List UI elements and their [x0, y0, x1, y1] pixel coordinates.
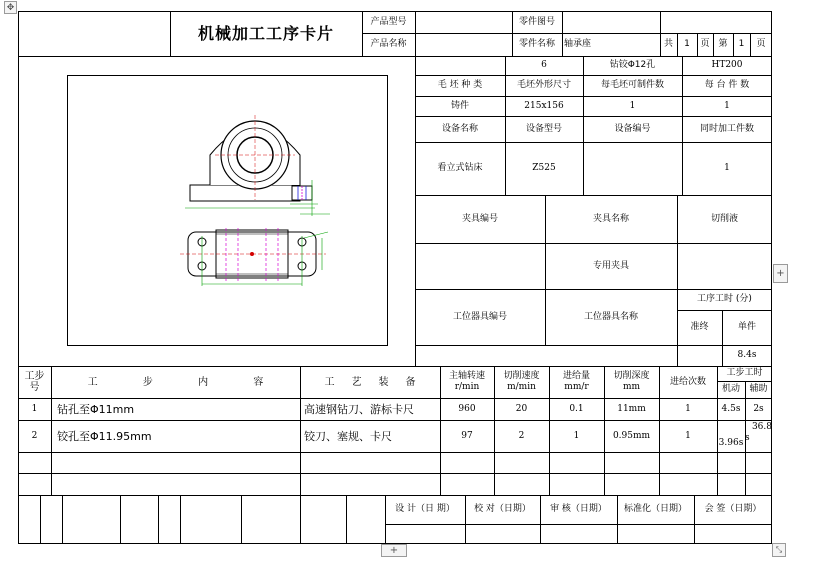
aux-time-header: 辅助	[749, 384, 768, 394]
step-2-aux-time: 36.8 s	[745, 422, 772, 443]
page-no-label: 第	[718, 39, 728, 49]
equipment-no-value	[583, 142, 682, 195]
step-1-spindle: 960	[458, 403, 476, 414]
part-name-value: 轴承座	[564, 39, 592, 49]
pieces-per-blank-header: 每毛坯可制件数	[600, 80, 664, 90]
step-1-depth: 11mm	[617, 403, 646, 414]
bearing-seat-drawing	[180, 110, 340, 290]
total-value: 1	[684, 39, 690, 49]
station-tool-no-label: 工位器具编号	[452, 311, 507, 322]
product-name-label: 产品名称	[370, 39, 407, 49]
material: HT200	[711, 60, 743, 70]
unit-time-value: 8.4s	[737, 350, 757, 360]
step-1-content: 钻孔至Φ11mm	[57, 402, 135, 416]
step-2-feed: 1	[573, 430, 580, 441]
sign-check: 校 对（日期）	[474, 504, 531, 514]
step-2-machine-time: 3.96s	[718, 437, 744, 448]
equipment-no-header: 设备编号	[614, 123, 651, 134]
coolant-label: 切削液	[710, 213, 738, 224]
product-model-label: 产品型号	[370, 16, 407, 27]
fixture-no-label: 夹具编号	[461, 213, 498, 224]
fixture-name-value: 专用夹具	[592, 260, 629, 271]
step-1-aux-time: 2s	[753, 403, 764, 414]
sign-design: 设 计（日 期）	[395, 504, 455, 514]
equipment-model-header: 设备型号	[525, 123, 562, 134]
step-1-no: 1	[31, 403, 38, 414]
cut-depth-header: 切削深度 mm	[613, 371, 650, 392]
equipment-name-value: 看立式钻床	[437, 163, 483, 173]
sign-standardize: 标准化（日期）	[623, 504, 687, 514]
station-tool-name-label: 工位器具名称	[583, 311, 638, 322]
sign-review: 审 核（日期）	[550, 504, 607, 514]
part-drawing-label: 零件图号	[518, 16, 555, 27]
resize-handle-icon[interactable]: ⤡	[772, 543, 786, 557]
blank-size-value: 215x156	[524, 100, 564, 111]
step-2-content: 铰孔至Φ11.95mm	[57, 429, 152, 443]
add-column-button[interactable]: +	[773, 264, 788, 283]
operation-no: 6	[541, 60, 547, 70]
step-2-passes: 1	[685, 430, 691, 441]
step-no-header: 工步 号	[24, 371, 45, 393]
operation-time-label: 工序工时 (分)	[697, 294, 752, 304]
process-equipment-header: 工 艺 装 备	[324, 376, 416, 388]
add-row-button[interactable]: +	[381, 544, 407, 557]
page-no-value: 1	[738, 39, 745, 49]
total-label: 共	[663, 39, 673, 49]
step-2-depth: 0.95mm	[612, 430, 651, 441]
blank-type-header: 毛 坯 种 类	[437, 80, 483, 90]
pieces-per-unit-header: 每 台 件 数	[704, 80, 750, 90]
equipment-model-value: Z525	[532, 163, 556, 173]
pieces-per-blank-value: 1	[629, 100, 636, 111]
step-content-header: 工 步 内 容	[87, 376, 264, 388]
step-2-no: 2	[31, 430, 38, 441]
fixture-name-label: 夹具名称	[592, 213, 629, 224]
simultaneous-pieces-header: 同时加工件数	[699, 123, 754, 134]
operation-name: 钻铰Φ12孔	[609, 60, 656, 70]
unit-time-label: 单件	[737, 322, 756, 332]
step-2-spindle: 97	[461, 430, 473, 441]
part-name-label: 零件名称	[518, 39, 555, 49]
page-label-2: 页	[756, 39, 766, 49]
sign-countersign: 会 签（日期）	[704, 504, 762, 514]
step-1-speed: 20	[515, 403, 528, 414]
blank-size-header: 毛坯外形尺寸	[516, 80, 571, 90]
step-1-feed: 0.1	[569, 403, 584, 414]
move-handle-icon[interactable]: ✥	[4, 1, 17, 14]
simultaneous-pieces-value: 1	[724, 163, 730, 173]
step-2-speed: 2	[518, 430, 525, 441]
equipment-name-header: 设备名称	[441, 123, 478, 134]
card-title: 机械加工工序卡片	[197, 24, 334, 43]
step-2-equipment: 铰刀、塞规、卡尺	[304, 429, 392, 443]
pieces-per-unit-value: 1	[724, 100, 730, 111]
step-1-equipment: 高速钢钻刀、游标卡尺	[304, 402, 414, 416]
machine-time-header: 机动	[721, 384, 740, 394]
step-1-passes: 1	[685, 403, 691, 414]
prep-time-label: 准终	[690, 322, 709, 332]
cutting-speed-header: 切削速度 m/min	[503, 371, 540, 392]
feed-passes-header: 进给次数	[669, 376, 706, 387]
feed-header: 进给量 mm/r	[562, 371, 590, 392]
page-label: 页	[700, 39, 710, 49]
blank-type-value: 铸件	[450, 100, 469, 111]
spindle-speed-header: 主轴转速 r/min	[448, 371, 485, 392]
step-time-header: 工步工时	[726, 368, 763, 378]
step-1-machine-time: 4.5s	[721, 403, 741, 414]
